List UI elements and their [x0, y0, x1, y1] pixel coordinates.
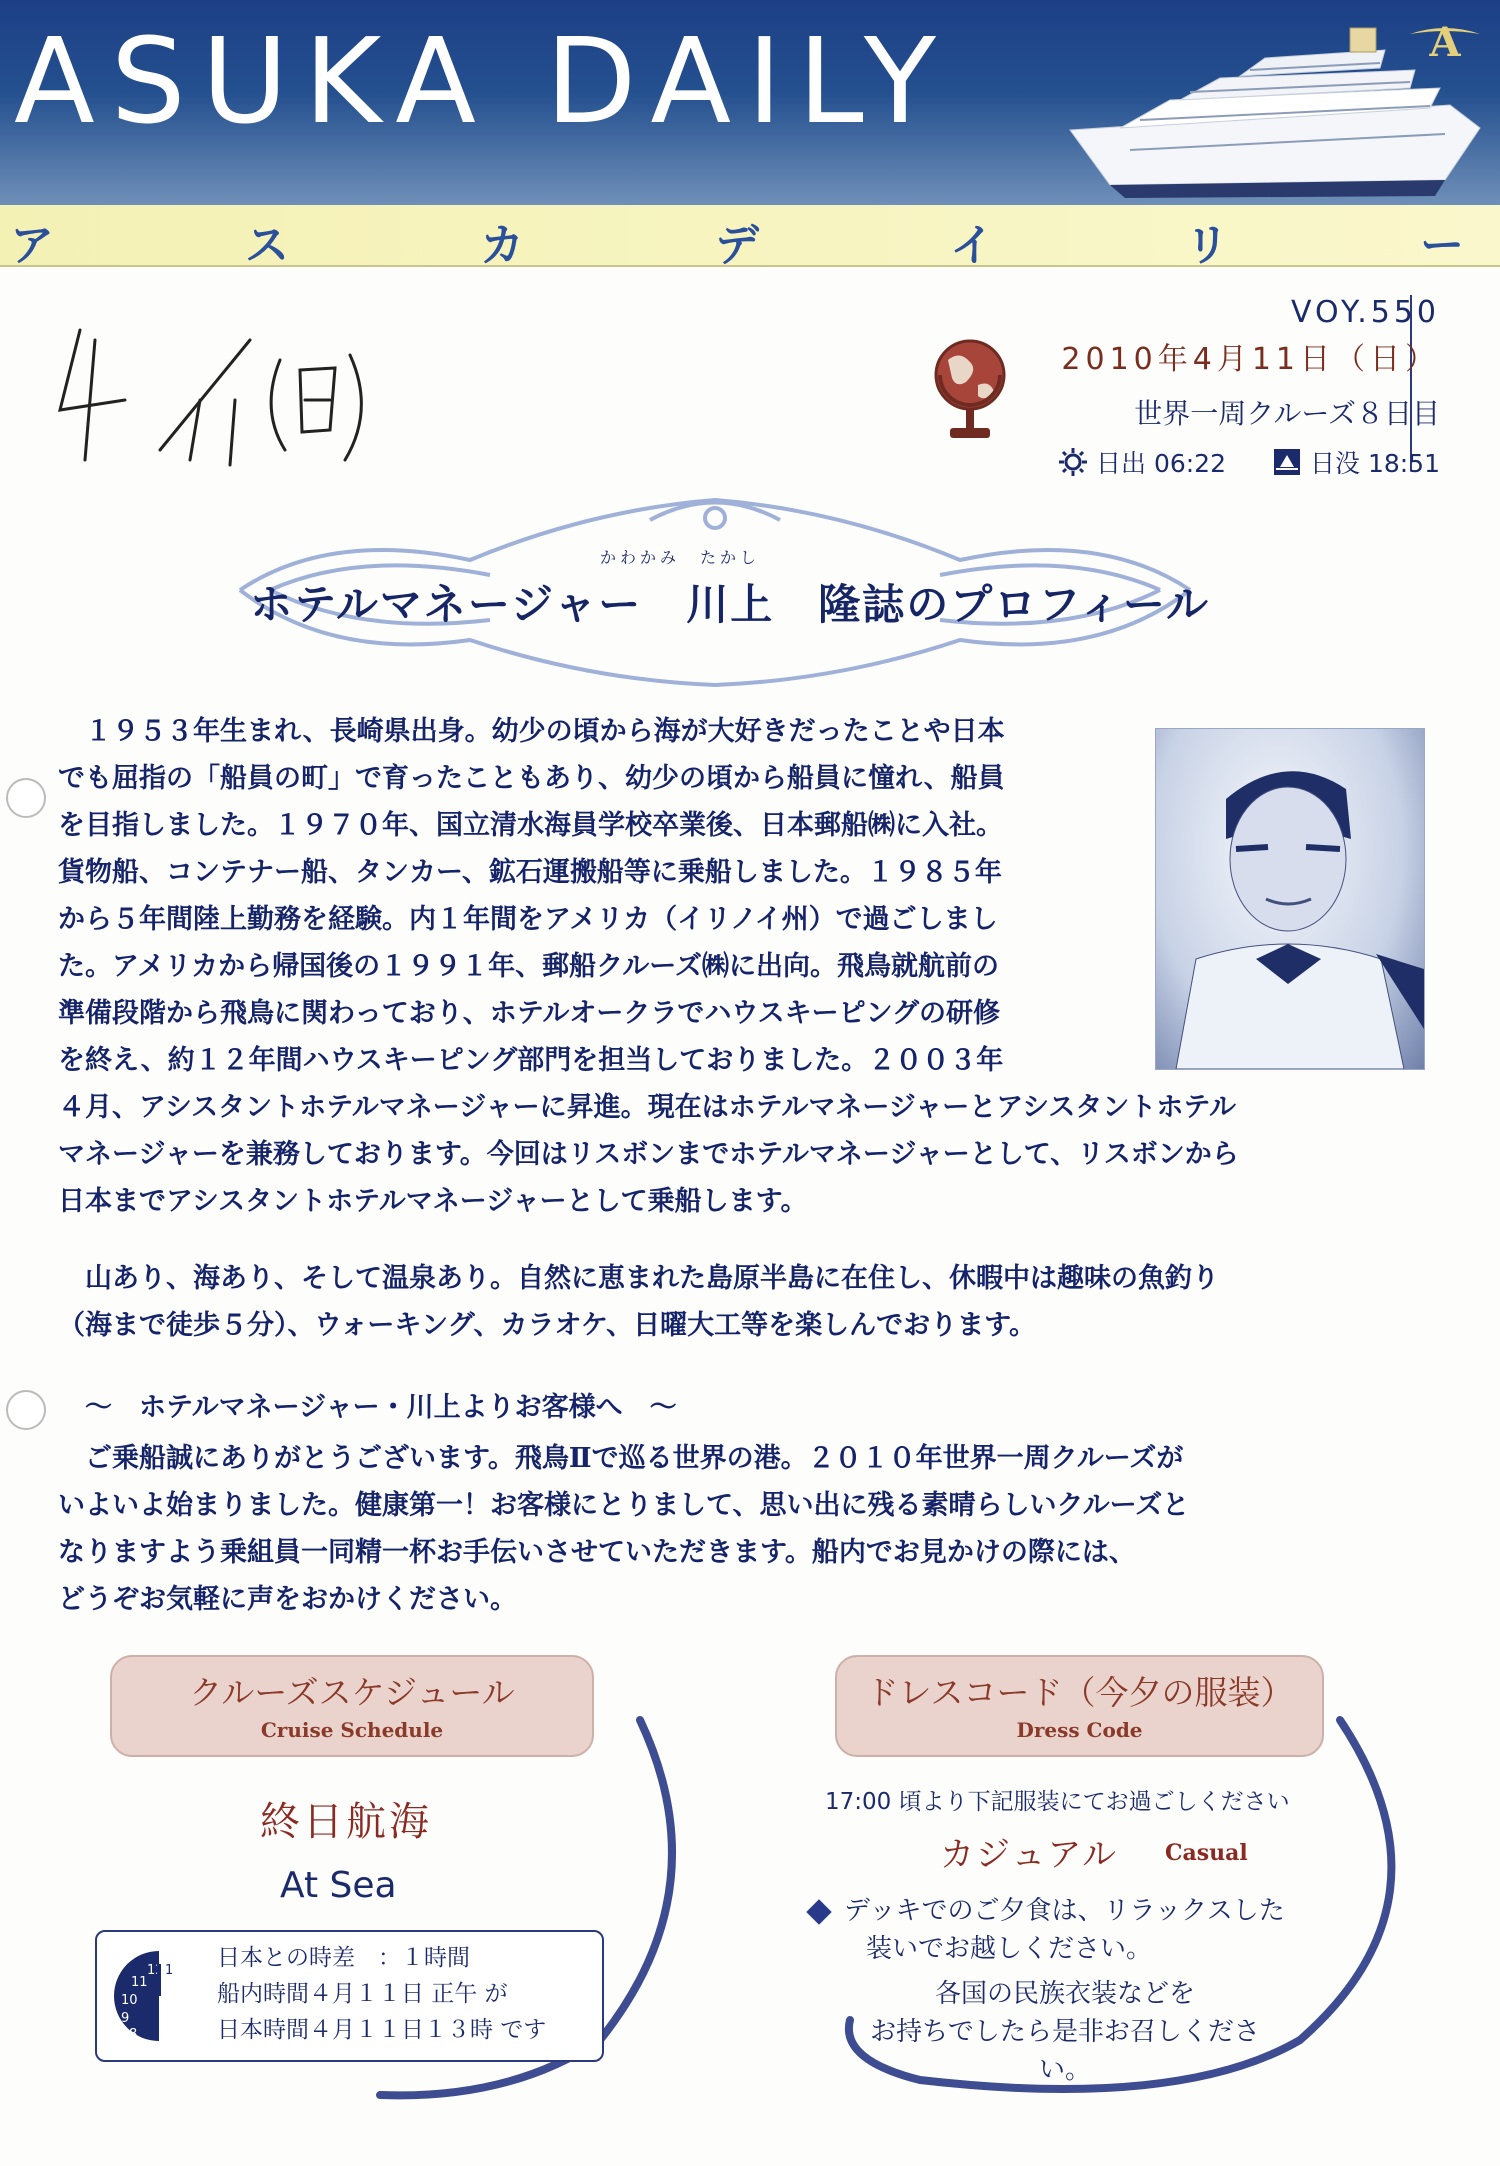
text-line: どうぞお気軽に声をおかけください。	[58, 1584, 517, 1615]
issue-date: 2010年4月11日（日）	[1061, 342, 1440, 377]
kana-char: ア	[10, 220, 54, 271]
text-line: いよいよ始まりました。健康第一！お客様にとりまして、思い出に残る素晴らしいクルーズと	[58, 1490, 1190, 1521]
masthead-title: ASUKA DAILY	[14, 12, 952, 150]
kana-strip	[0, 205, 1500, 271]
kana-char: ー	[1420, 220, 1464, 271]
schedule-status-en: At Sea	[280, 1865, 397, 1906]
sun-times	[1058, 444, 1440, 480]
svg-text:11: 11	[131, 1975, 148, 1990]
note-line: 装いでお越しください。	[866, 1934, 1153, 1964]
binder-hole	[6, 778, 46, 818]
dress-code-value-en: Casual	[1165, 1840, 1248, 1866]
note-line: 各国の民族衣装などを	[934, 1979, 1195, 2009]
svg-text:8: 8	[129, 2027, 138, 2042]
text-line: を目指しました。１９７０年、国立清水海員学校卒業後、日本郵船㈱に入社。	[58, 810, 1003, 841]
kana-char: ス	[245, 220, 289, 271]
kana-char: イ	[950, 220, 994, 271]
dress-code-heading	[835, 1655, 1324, 1757]
sunset-icon	[1272, 447, 1302, 477]
manager-portrait	[1155, 728, 1425, 1070]
handwritten-date	[50, 300, 380, 470]
profile-title: ホテルマネージャー 川上 隆誌のプロフィール	[250, 580, 1211, 629]
note-line: デッキでのご夕食は、リラックスした	[844, 1896, 1285, 1926]
schedule-heading-en: Cruise Schedule	[260, 1718, 444, 1742]
cruise-day: 世界一周クルーズ８日目	[1134, 397, 1440, 430]
text-line: ４月、アシスタントホテルマネージャーに昇進。現在はホテルマネージャーとアシスタントホテル	[58, 1092, 1237, 1123]
note-line: お持ちでしたら是非お召しください。	[870, 2017, 1260, 2085]
svg-text:12: 12	[147, 1963, 164, 1978]
text-line: マネージャーを兼務しております。今回はリスボンまでホテルマネージャーとして、リスボンから	[58, 1139, 1239, 1170]
text-line: でも屈指の「船員の町」で育ったこともあり、幼少の頃から船員に憧れ、船員	[58, 763, 1005, 794]
text-line: から５年間陸上勤務を経験。内１年間をアメリカ（イリノイ州）で過ごしまし	[58, 904, 998, 935]
svg-text:10: 10	[121, 1993, 138, 2008]
svg-text:1: 1	[165, 1963, 174, 1978]
text-line: を終え、約１２年間ハウスキーピング部門を担当しておりました。２００３年	[58, 1045, 1004, 1076]
diamond-bullet-icon	[806, 1899, 831, 1924]
kana-char: リ	[1185, 220, 1229, 271]
dress-code-note-1	[810, 1892, 1285, 1968]
asuka-logo-icon	[1400, 4, 1490, 64]
voyage-number: VOY.550	[1290, 295, 1440, 330]
kana-char: デ	[715, 220, 759, 271]
dress-code-heading-jp: ドレスコード（今夕の服装）	[865, 1673, 1294, 1712]
dress-code-note-2	[845, 1975, 1285, 2089]
text-line: １９５３年生まれ、長崎県出身。幼少の頃から海が大好きだったことや日本	[58, 716, 1005, 747]
text-line: 準備段階から飛鳥に関わっており、ホテルオークラでハウスキーピングの研修	[58, 998, 1001, 1029]
text-line: 日本までアシスタントホテルマネージャーとして乗船します。	[58, 1186, 808, 1217]
kana-char: カ	[480, 220, 524, 271]
issue-info	[1058, 295, 1440, 480]
text-line: 山あり、海あり、そして温泉あり。自然に恵まれた島原半島に在住し、休暇中は趣味の魚釣り	[58, 1263, 1219, 1294]
dress-code-heading-en: Dress Code	[1016, 1718, 1143, 1742]
sunset-time: 日没 18:51	[1310, 449, 1440, 478]
schedule-heading	[110, 1655, 594, 1757]
sunrise-time: 日出 06:22	[1096, 449, 1226, 478]
name-ruby: かわかみ たかし	[600, 548, 761, 567]
greeting-heading: ～ ホテルマネージャー・川上よりお客様へ ～	[85, 1392, 677, 1423]
schedule-heading-jp: クルーズスケジュール	[189, 1673, 515, 1712]
text-line: なりますよう乗組員一同精一杯お手伝いさせていただきます。船内でお見かけの際には、	[58, 1537, 1136, 1568]
binder-hole	[6, 1390, 46, 1430]
time-difference-text	[217, 1940, 546, 2048]
svg-text:9: 9	[121, 2011, 130, 2026]
dress-code-value-jp: カジュアル	[940, 1835, 1118, 1875]
masthead	[0, 0, 1500, 205]
globe-icon	[930, 330, 1010, 445]
ship-time-line: 船内時間４月１１日 正午 が	[217, 1981, 508, 2007]
time-diff-line: 日本との時差 ：１時間	[217, 1945, 470, 1971]
dress-code-intro: 17:00 頃より下記服装にてお過ごしください	[825, 1789, 1290, 1815]
text-line: ご乗船誠にありがとうございます。飛鳥Ⅱで巡る世界の港。２０１０年世界一周クルーズが	[58, 1443, 1184, 1474]
text-line: た。アメリカから帰国後の１９９１年、郵船クルーズ㈱に出向。飛鳥就航前の	[58, 951, 999, 982]
text-line: 貨物船、コンテナー船、タンカー、鉱石運搬船等に乗船しました。１９８５年	[58, 857, 1002, 888]
sunrise-icon	[1058, 447, 1088, 477]
clock-icon	[109, 1946, 204, 2046]
profile-paragraph-1	[58, 708, 1239, 1225]
svg-text:A: A	[1429, 19, 1461, 64]
time-difference-box	[95, 1930, 604, 2062]
greeting-paragraph	[58, 1435, 1418, 1623]
profile-paragraph-2	[58, 1255, 1458, 1349]
text-line: （海まで徒歩５分）、ウォーキング、カラオケ、日曜大工等を楽しんでおります。	[58, 1310, 1036, 1341]
japan-time-line: 日本時間４月１１日１３時 です	[217, 2017, 547, 2043]
schedule-status-jp: 終日航海	[260, 1799, 432, 1845]
